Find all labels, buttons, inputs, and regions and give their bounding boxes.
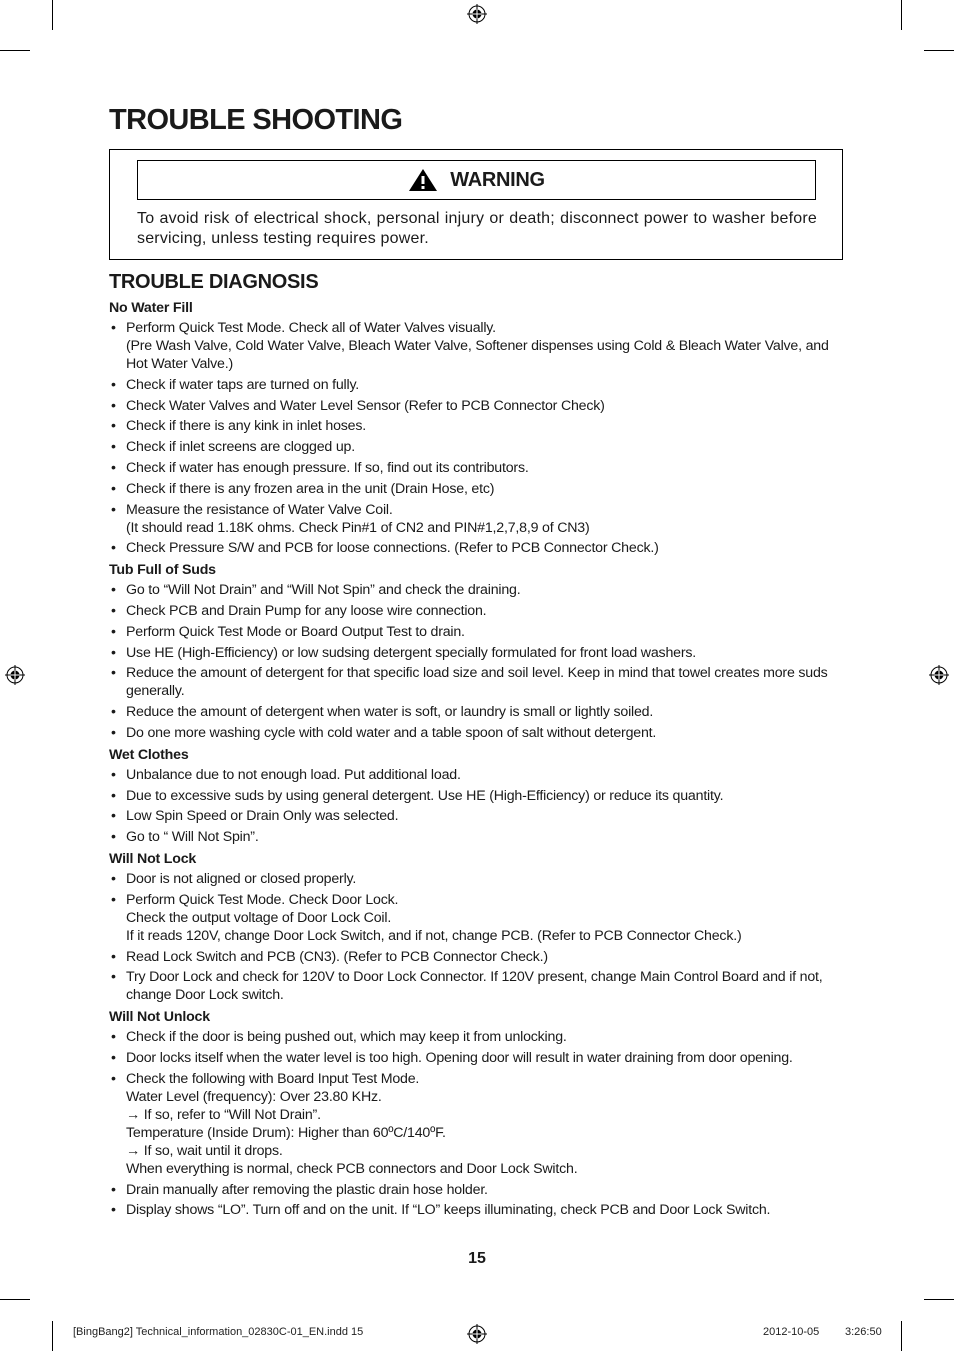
list-item [109, 438, 839, 456]
page-title: TROUBLE SHOOTING [109, 104, 403, 136]
slug-filename: [BingBang2] Technical_information_02830C-01_EN.indd 15 [73, 1326, 364, 1338]
list-item [109, 501, 839, 537]
list-item-line: → If so, wait until it drops. [126, 1142, 283, 1159]
category-heading: Tub Full of Suds [109, 562, 216, 579]
list-item [109, 319, 839, 373]
category-heading: Will Not Unlock [109, 1009, 210, 1026]
list-item [109, 968, 839, 1004]
crop-mark [924, 50, 954, 51]
crop-mark [0, 1299, 30, 1300]
list-item [109, 602, 839, 620]
list-item-line: • Door is not aligned or closed properly. [126, 870, 357, 887]
list-item-line: • Check the following with Board Input Test Mode. [126, 1070, 420, 1087]
list-item-line: • Check if the door is being pushed out, which may keep it from unlocking. [126, 1029, 567, 1046]
registration-mark-icon [929, 665, 949, 685]
list-item-line: • Unbalance due to not enough load. Put additional load. [126, 766, 461, 783]
list-item-line: When everything is normal, check PCB connectors and Door Lock Switch. [126, 1160, 578, 1177]
list-item [109, 623, 839, 641]
category-list [109, 870, 839, 1004]
list-item [109, 417, 839, 435]
list-item-line: • Check Water Valves and Water Level Sensor (Refer to PCB Connector Check) [126, 397, 605, 414]
category-heading: No Water Fill [109, 300, 193, 316]
category-heading: Will Not Lock [109, 850, 197, 867]
warning-box [109, 149, 843, 260]
registration-mark-icon [5, 665, 25, 685]
list-item-line: • Check Pressure S/W and PCB for loose connections. (Refer to PCB Connector Check.) [126, 540, 659, 557]
list-item-line: • Check if there is any kink in inlet hoses. [126, 418, 366, 435]
list-item-line: • Reduce the amount of detergent for that specific load size and soil level. Keep in mind that towel creates more suds generally. [126, 665, 828, 700]
category-list [109, 319, 839, 557]
list-item-line: • Check if water taps are turned on fully. [126, 376, 360, 393]
list-item [109, 1028, 839, 1046]
section-title: TROUBLE DIAGNOSIS [109, 271, 319, 293]
list-item-line: • Do one more washing cycle with cold water and a table spoon of salt without detergent. [126, 724, 657, 741]
list-item-line: • Perform Quick Test Mode. Check all of Water Valves visually. [126, 320, 496, 336]
category-list [109, 766, 839, 846]
list-item [109, 1181, 839, 1199]
list-item-line: • Check if inlet screens are clogged up. [126, 439, 355, 456]
list-item [109, 397, 839, 415]
list-item [109, 664, 839, 700]
crop-mark [52, 1321, 53, 1351]
crop-mark [924, 1299, 954, 1300]
list-item [109, 644, 839, 662]
list-item-line: (Pre Wash Valve, Cold Water Valve, Bleach Water Valve, Softener dispenses using Cold & Bleach Water Valve, and Hot Water Valve.) [126, 338, 829, 372]
list-item-line: • Perform Quick Test Mode or Board Output Test to drain. [126, 623, 465, 640]
list-item-line: (It should read 1.18K ohms. Check Pin#1 of CN2 and PIN#1,2,7,8,9 of CN3) [126, 519, 590, 536]
list-item-line: • Due to excessive suds by using general detergent. Use HE (High-Efficiency) or reduce its quantity. [126, 787, 724, 804]
list-item-line: • Read Lock Switch and PCB (CN3). (Refer to PCB Connector Check.) [126, 948, 548, 965]
list-item [109, 828, 839, 846]
list-item [109, 870, 839, 888]
list-item-line: • Check if there is any frozen area in the unit (Drain Hose, etc) [126, 480, 495, 497]
crop-mark [52, 0, 53, 30]
list-item [109, 581, 839, 599]
category-list [109, 581, 839, 742]
list-item [109, 724, 839, 742]
list-item-line: • Perform Quick Test Mode. Check Door Lock. [126, 891, 399, 908]
registration-mark-icon [467, 1324, 487, 1344]
crop-mark [901, 1321, 902, 1351]
list-item-line: • Go to “ Will Not Spin”. [126, 829, 259, 846]
list-item-line: Temperature (Inside Drum): Higher than 60ºC/140ºF. [126, 1124, 446, 1141]
warning-text: To avoid risk of electrical shock, personal injury or death; disconnect power to washer before servicing, unless testing requires power. [137, 210, 817, 247]
list-item-line: If it reads 120V, change Door Lock Switch, and if not, change PCB. (Refer to PCB Connector Check.) [126, 927, 742, 944]
page-number: 15 [468, 1250, 486, 1267]
warning-label: WARNING [450, 168, 545, 191]
list-item-line: • Check PCB and Drain Pump for any loose wire connection. [126, 602, 487, 619]
list-item-line: • Display shows “LO”. Turn off and on the unit. If “LO” keeps illuminating, check PCB and Door Lock Switch. [126, 1202, 771, 1219]
list-item [109, 480, 839, 498]
list-item [109, 703, 839, 721]
list-item-line: • Use HE (High-Efficiency) or low sudsing detergent specially formulated for front load washers. [126, 644, 696, 661]
registration-mark-icon [467, 4, 487, 24]
list-item-line: • Drain manually after removing the plastic drain hose holder. [126, 1181, 488, 1198]
list-item-line: • Try Door Lock and check for 120V to Door Lock Connector. If 120V present, change Main Control Board and if not, change Door Lock switch. [126, 969, 823, 1004]
list-item [109, 1201, 839, 1219]
list-item-line: • Low Spin Speed or Drain Only was selected. [126, 808, 399, 825]
list-item [109, 891, 839, 945]
list-item [109, 459, 839, 477]
warning-triangle-icon [408, 168, 438, 192]
list-item-line: • Reduce the amount of detergent when water is soft, or laundry is small or lightly soiled. [126, 704, 654, 721]
crop-mark [0, 50, 30, 51]
list-item [109, 807, 839, 825]
list-item [109, 539, 839, 557]
list-item-line: • Door locks itself when the water level is too high. Opening door will result in water draining from door opening. [126, 1049, 793, 1066]
list-item-line: Check the output voltage of Door Lock Coil. [126, 909, 392, 926]
list-item [109, 376, 839, 394]
list-item [109, 766, 839, 784]
category-list [109, 1028, 839, 1219]
list-item [109, 787, 839, 805]
list-item-line: Water Level (frequency): Over 23.80 KHz. [126, 1088, 382, 1105]
list-item-line: → If so, refer to “Will Not Drain”. [126, 1106, 321, 1123]
crop-mark [901, 0, 902, 30]
category-heading: Wet Clothes [109, 746, 189, 763]
warning-header [137, 160, 816, 200]
list-item-line: • Check if water has enough pressure. If so, find out its contributors. [126, 459, 529, 476]
slug-time: 3:26:50 [845, 1326, 882, 1338]
slug-date: 2012-10-05 [763, 1326, 820, 1338]
diagnosis-content [109, 298, 839, 1222]
list-item-line: • Measure the resistance of Water Valve Coil. [126, 501, 393, 518]
list-item [109, 1070, 839, 1178]
list-item [109, 1049, 839, 1067]
list-item [109, 948, 839, 966]
list-item-line: • Go to “Will Not Drain” and “Will Not Spin” and check the draining. [126, 582, 521, 599]
